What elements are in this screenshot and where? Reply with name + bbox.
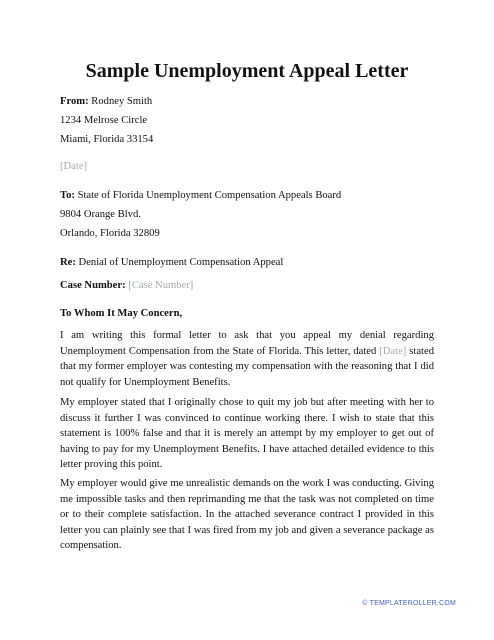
to-city: Orlando, Florida 32809 — [60, 228, 160, 239]
from-label: From: — [60, 96, 89, 107]
paragraph-1 — [60, 328, 434, 390]
to-street: 9804 Orange Blvd. — [60, 209, 141, 220]
from-name: Rodney Smith — [91, 96, 153, 107]
re-text: Denial of Unemployment Compensation Appeal — [78, 257, 284, 268]
footer-link[interactable]: © TEMPLATEROLLER.COM — [362, 600, 456, 607]
case-number-line — [60, 279, 193, 293]
from-city: Miami, Florida 33154 — [60, 134, 154, 145]
from-line — [60, 95, 152, 109]
re-line — [60, 256, 283, 270]
to-label: To: — [60, 190, 75, 201]
case-number-label: Case Number: — [60, 280, 126, 291]
case-number-field — [128, 280, 193, 291]
bracket-open: [ — [379, 345, 383, 357]
bracket-close: ] — [83, 161, 88, 172]
date-field — [60, 160, 87, 174]
bracket-open: [ — [60, 161, 64, 172]
re-label: Re: — [60, 257, 76, 268]
paragraph-1-text-a: I am writing this formal letter to ask that you appeal my denial regarding Unemployment Compensation from the State of Florida. This letter, dated — [60, 330, 434, 357]
case-number-placeholder: Case Number — [131, 280, 190, 291]
paragraph-1-text-b: stated that my former employer was contesting my compensation with the reasoning that I did not qualify for Unemployment Benefits. — [60, 345, 434, 388]
to-name: State of Florida Unemployment Compensation Appeals Board — [77, 190, 342, 201]
bracket-close: ] — [189, 280, 194, 291]
paragraph-3: My employer would give me unrealistic demands on the work I was conducting. Giving me impossible tasks and then reprimanding me that the task was not completed on time or to their complete satisfaction. In the attached severance contract I provided in this letter you can plainly see that I was fired from my job and given a severance package as compensation. — [60, 478, 434, 552]
from-street: 1234 Melrose Circle — [60, 115, 148, 126]
document-title: Sample Unemployment Appeal Letter — [85, 60, 409, 82]
paragraph-1-date-placeholder: Date — [382, 345, 403, 357]
salutation: To Whom It May Concern, — [60, 308, 183, 319]
to-line — [60, 189, 341, 203]
bracket-open: [ — [128, 280, 132, 291]
date-placeholder: Date — [63, 161, 84, 172]
bracket-close: ] — [402, 345, 407, 357]
paragraph-2: My employer stated that I originally chose to quit my job but after meeting with her to discuss it further I was convinced to continue working there. I wish to state that this statement is 100% false and that it is merely an attempt by my employer to get out of having to pay for my Unemployment Benefits. I have attached detailed evidence to this letter proving this point. — [60, 397, 434, 471]
